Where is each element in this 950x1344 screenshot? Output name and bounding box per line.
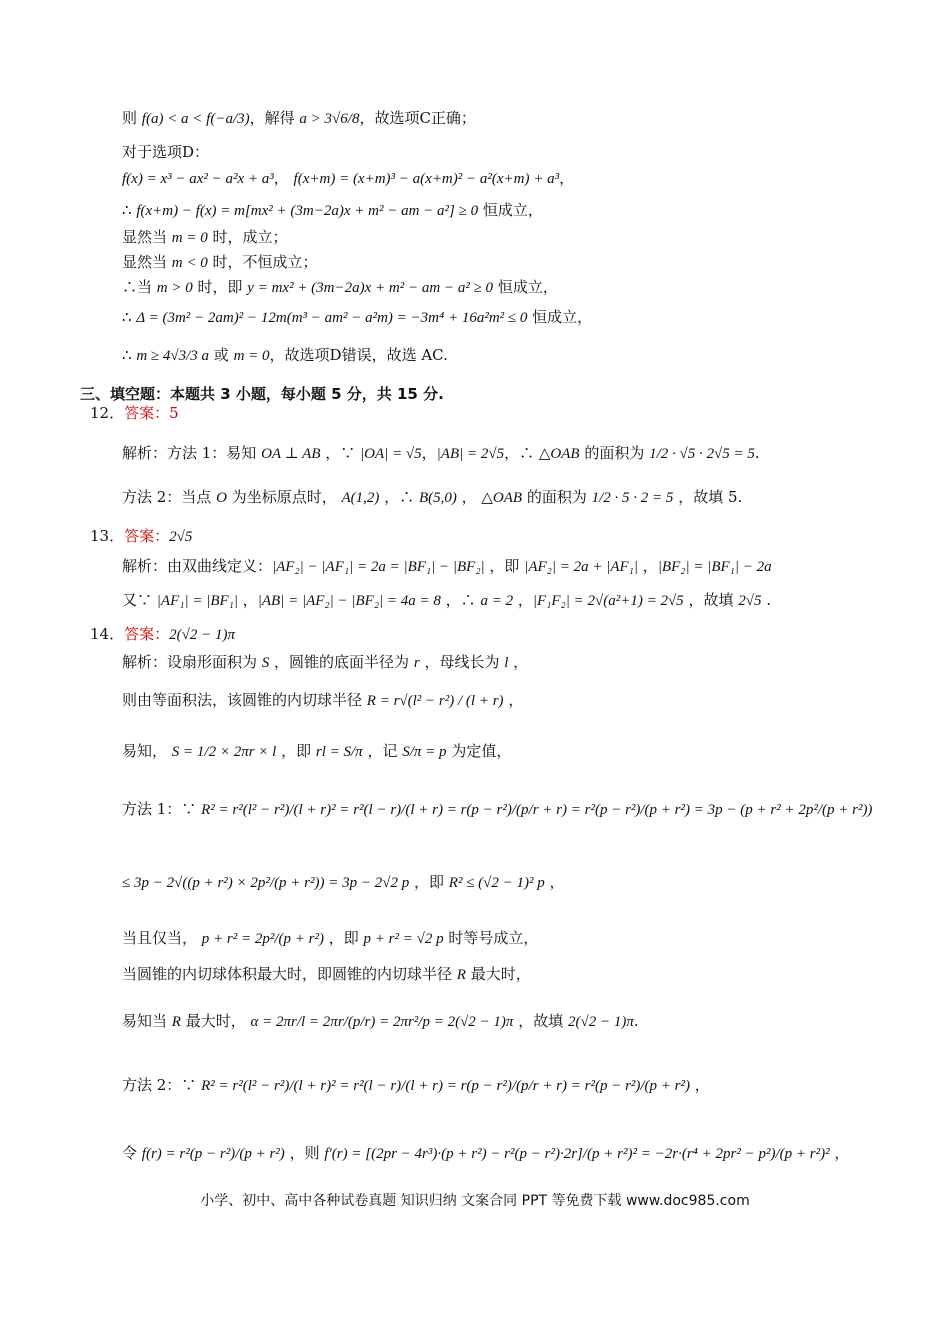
formula: m < 0 [171,255,208,271]
text-line-q12 [90,403,179,423]
text-segment: ，即 [409,873,449,891]
formula: |AF₂| = 2a + |AF₁| [524,559,639,575]
text-line-l16 [122,741,511,762]
text-segment: 时等号成立， [443,929,539,947]
formula: f(x+m) − f(x) = m[mx² + (3m−2a)x + m² − am − a²] ≥ 0 [136,203,479,219]
text-segment: 最大时， [465,965,531,983]
formula: R = r√(l² − r²) / (l + r) [366,693,504,709]
text-line-sec [80,384,444,404]
text-segment: 或 [209,346,234,364]
text-line-l2 [122,142,209,162]
text-segment: 14． [90,625,125,643]
section-heading: 三、填空题：本题共 3 小题，每小题 5 分，共 15 分. [80,385,444,403]
text-line-l9 [122,345,448,366]
text-segment: 方法 2：当点 [122,488,217,506]
formula: R [171,1014,181,1030]
formula: 2(√2 − 1)π [169,627,235,643]
text-segment: 时，即 [192,278,248,296]
formula: y = mx² + (3m−2a)x + m² − am − a² ≥ 0 [247,280,494,296]
text-line-l21 [122,1011,639,1032]
formula: |AB| = |AF₂| − |BF₂| = 4a = 8 [257,593,441,609]
formula: a = 2 [480,593,514,609]
formula: OA ⊥ AB [261,446,321,462]
formula: |OA| = √5 [360,446,422,462]
text-segment: ， [503,691,524,709]
text-segment: 13． [90,527,125,545]
text-segment: ， [559,169,575,187]
page-footer: 小学、初中、高中各种试卷真题 知识归纳 文案合同 PPT 等免费下载 www.doc985.com [200,1193,750,1209]
answer-label: 答案： [124,527,170,545]
answer-label: 答案： [124,625,170,643]
text-segment: 则由等面积法，该圆锥的内切球半径 [122,691,367,709]
text-line-l20 [122,964,531,985]
formula: f(x+m) = (x+m)³ − a(x+m)² − a²(x+m) + a³ [293,171,560,187]
text-line-l18 [122,872,565,893]
text-segment: ， [273,169,294,187]
text-segment: 时，不恒成立； [207,253,318,271]
formula: R² = r²(l² − r²)/(l + r)² = r²(l − r)/(l + r) = r(p − r²)/(p/r + r) = r²(p − r²)/(p + r²) [201,1078,691,1094]
text-segment: . [633,1012,639,1030]
text-segment: ，解得 [249,109,300,127]
text-segment: . [754,444,760,462]
text-segment: 恒成立， [478,201,543,219]
text-segment: 方法 2：∵ [122,1076,202,1094]
formula: Δ = (3m² − 2am)² − 12m(m³ − am² − a²m) = −3m⁴ + 16a²m² ≤ 0 [136,310,528,326]
formula: m = 0 [233,348,270,364]
text-segment: ，圆锥的底面半径为 [269,653,414,671]
formula: l [504,655,509,671]
text-segment: ，则 [284,1144,325,1162]
text-line-l7 [122,277,558,298]
text-segment: 的面积为 [522,488,592,506]
formula: 1/2 · 5 · 2 = 5 [591,490,674,506]
text-segment: 解析：由双曲线定义： [122,557,273,575]
text-segment: ，即 [323,929,364,947]
formula: △OAB [481,490,523,506]
text-segment: ， [544,873,565,891]
formula: 2√5 [169,529,193,545]
text-segment: . [761,591,772,609]
text-segment: ，故填 5. [673,488,743,506]
formula: f′(r) = [(2pr − 4r³)·(p + r²) − r²(p − r²)·2r]/(p + r²)² = −2r·(r⁴ + 2pr² − p²)/(p + r²)² [324,1146,830,1162]
text-segment: 当圆锥的内切球体积最大时，即圆锥的内切球半径 [122,965,457,983]
formula: m = 0 [171,230,208,246]
text-line-l14 [122,652,528,673]
text-segment: ∴ [122,308,137,326]
text-segment: ∴当 [122,278,157,296]
text-segment: ∴ [122,346,137,364]
text-line-l22 [122,1075,710,1096]
formula: A(1,2) [341,490,380,506]
text-segment: ，即 [276,742,316,760]
formula: 2(√2 − 1)π [568,1014,634,1030]
text-segment: 为坐标原点时， [226,488,342,506]
text-segment: ， [829,1144,850,1162]
text-line-l5 [122,227,288,248]
text-segment: ，记 [362,742,403,760]
formula: |BF₂| = |BF₁| − 2a [657,559,772,575]
text-line-l15 [122,690,523,711]
text-line-l12 [122,556,772,577]
formula: S [261,655,270,671]
text-segment: 恒成立， [493,278,558,296]
formula: m ≥ 4√3/3 a [136,348,210,364]
formula: |AB| = 2√5 [436,446,505,462]
formula: S = 1/2 × 2πr × l [171,744,277,760]
text-segment: ， [237,591,258,609]
text-segment: 易知， [122,742,172,760]
text-segment: 方法 1：∵ [122,800,202,818]
formula: f(r) = r²(p − r²)/(p + r²) [141,1146,285,1162]
text-line-l3 [122,168,574,189]
text-line-l1 [122,108,476,129]
formula: O [216,490,227,506]
formula: f(x) = x³ − ax² − a²x + a³ [122,171,274,187]
text-line-l10 [122,443,760,464]
formula: R [456,967,466,983]
formula: |AF₁| = |BF₁| [156,593,238,609]
text-segment: 又∵ [122,591,157,609]
text-line-q13 [90,526,192,547]
text-segment: 12． [90,404,125,422]
formula: 2√5 [738,593,762,609]
text-segment: 恒成立， [527,308,593,326]
formula: |F₁F₂| = 2√(a²+1) = 2√5 [532,593,684,609]
text-segment: 时，成立； [207,228,288,246]
text-segment: ， [508,653,529,671]
formula: α = 2πr/l = 2πr/(p/r) = 2πr²/p = 2(√2 − 1)π [250,1014,514,1030]
text-segment: 最大时， [180,1012,251,1030]
answer-label: 答案：5 [124,404,179,422]
text-segment: ，故选项C正确； [359,109,476,127]
text-segment: 解析：设扇形面积为 [122,653,262,671]
text-segment: 易知当 [122,1012,172,1030]
text-segment: 显然当 [122,253,172,271]
text-line-l6 [122,252,318,273]
text-segment: ∴ [122,201,137,219]
text-segment: 显然当 [122,228,172,246]
text-segment: 令 [122,1144,142,1162]
text-segment: ，∴ [379,488,419,506]
text-segment: ，母线长为 [419,653,505,671]
text-segment: 对于选项D： [122,143,210,161]
text-line-l19 [122,928,538,949]
formula: 1/2 · √5 · 2√5 = 5 [649,446,755,462]
formula: r [413,655,420,671]
formula: m > 0 [156,280,193,296]
formula: R² = r²(l² − r²)/(l + r)² = r²(l − r)/(l + r) = r(p − r²)/(p/r + r) = r²(p − r²)/(p + r²) = 3p − (p + r² + 2p²/(p + r²)) [201,802,873,818]
formula: S/π = p [402,744,447,760]
text-segment: 为定值， [446,742,512,760]
text-segment: ，∴ [504,444,539,462]
text-segment: ， [690,1076,710,1094]
text-segment: ， [421,444,437,462]
text-line-l17 [122,799,872,820]
text-line-l8 [122,307,592,328]
text-segment: 则 [122,109,142,127]
text-segment: ，即 [484,557,525,575]
formula: B(5,0) [418,490,457,506]
text-segment: ，故填 [513,1012,568,1030]
formula: a > 3√6/8 [299,111,360,127]
formula: ≤ 3p − 2√((p + r²) × 2p²/(p + r²)) = 3p − 2√2 p [122,875,410,891]
text-segment: ，故填 [683,591,739,609]
text-segment: ，∴ [440,591,481,609]
text-segment: ，故选项D错误，故选 AC. [269,346,448,364]
formula: R² ≤ (√2 − 1)² p [448,875,545,891]
formula: rl = S/π [315,744,363,760]
formula: |AF₂| − |AF₁| = 2a = |BF₁| − |BF₂| [272,559,485,575]
text-segment: 解析：方法 1：易知 [122,444,262,462]
text-segment: ，∵ [320,444,361,462]
text-segment: ， [456,488,482,506]
text-segment: ， [513,591,533,609]
text-line-l23 [122,1143,849,1164]
text-line-l13 [122,590,771,611]
text-segment: ， [638,557,658,575]
text-line-q14 [90,624,235,645]
formula: f(a) < a < f(−a/3) [141,111,250,127]
text-segment: 当且仅当， [122,929,202,947]
text-line-l11 [122,487,742,508]
text-segment: 的面积为 [579,444,650,462]
formula: p + r² = √2 p [363,931,444,947]
formula: △OAB [538,446,580,462]
formula: p + r² = 2p²/(p + r²) [201,931,324,947]
text-line-l4 [122,200,543,221]
